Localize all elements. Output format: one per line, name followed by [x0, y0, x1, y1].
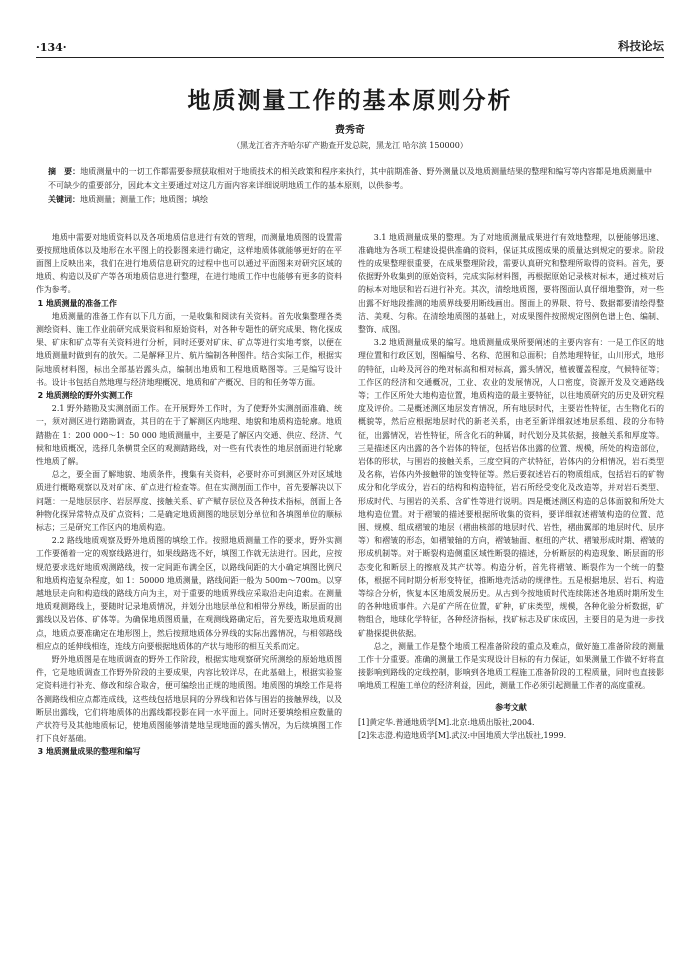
journal-name: 科技论坛	[618, 39, 664, 53]
section-heading-3: 3 地质测量成果的整理和编写	[37, 747, 141, 757]
paragraph: 2.1 野外踏勘及实测剖面工作。在开展野外工作时，为了使野外实测剖面准确、统一，须对测区进行踏勘调查，其目的在于了解测区内地理、地貌和地质构造轮廓。地质踏勘在 1：200 000～1：50 000 地质测量中，主要是了解区内交通、供应、经济、气候和地质概况，选择几条横贯全区的观测踏路线，对一些有代表性的地层剖面进行轮廓性地质了解。	[36, 404, 342, 466]
paragraph: 3.1 地质测量成果的整理。为了对地质测量成果进行有效地整理，以便能够迅速、准确地为各项工程建设提供准确的资料，保证其成图成果的质量达到规定的要求。阶段性的成果整理很重要，在成果整理阶段，需要认真研究和整理所取得的资料。首先，要依据野外收集到的原始资料，完成实际材料图，再根据原始记录核对标本，通过核对后的标本对地层和岩石进行补充。其次，清绘地质图，要将图面认真仔细地整饰，对一些出露不好地段推测的地质界线要用断线画出。图面上的界限、符号、数据都要清绘得整洁、美观、匀称。在清绘地质图的基础上，对成果图件按照规定图例色谱上色、编制、整饰、成图。	[358, 232, 664, 334]
section-heading-1: 1 地质测量的准备工作	[37, 298, 117, 308]
paragraph: 地质测量的准备工作有以下几方面，一是收集和阅读有关资料。首先收集整理各类测绘资料、施工作业前研究成果资料和原始资料，对各种专题性的研究成果、物化探成果、矿床和矿点等有关资料进行分析，同时还要对矿床、矿点等进行实地考察，以便在地质测量时做到有的放矢。二是解释卫片、航片编制各种图件。结合实际工作，根据实际地质材料图，标出全部基岩露头点，编制出地质和工程地质略图等。三是编写设计书。设计书包括自然地理与经济地理概况、地质和矿产概况、目的和任务等方面。	[36, 311, 342, 387]
paragraph: 总之，要全面了解地貌、地质条件，搜集有关资料，必要时亦可到测区外对区域地质进行概略观察以及对矿床、矿点进行检查等。但在实测剖面工作中，首先要解决以下问题：一是地层层序、岩层厚度、接触关系、矿产赋存层位及各种技术指标，剖面上各种物化探异常特点及矿点资料；二是确定地质测图的地层划分单位和各填图单位的顺标标志；三是研究工作区内的地质构造。	[36, 470, 342, 532]
reference-item: [2]朱志澄.构造地质学[M].武汉:中国地质大学出版社,1999.	[358, 731, 567, 741]
references-title: 参考文献	[495, 702, 527, 712]
section-heading-2: 2 地质测绘的野外实测工作	[37, 390, 133, 400]
author-affiliation: （黑龙江省齐齐哈尔矿产勘查开发总院，黑龙江 哈尔滨 150000）	[232, 141, 468, 150]
keywords-label: 关键词：	[48, 195, 80, 204]
paragraph: 2.2 路线地质观察及野外地质图的填绘工作。按照地质测量工作的要求，野外实测工作要循着一定的观察线路进行，如果线路选不好，填图工作就无法进行。因此，应按规范要求选好地质观测路线，按一定间距布满全区，以路线间距的大小确定填图比例尺和地质构造复杂程度，如 1：50000 地质测量，路线间距一般为 500m～700m。以穿越地层走向和构造线的路线方向为主，对于重要的地质界线应采取沿走向追索。在测量地质观测路线上，要随时记录地质情况，并划分出地层单位和相带分界线，断层面的出露线以及岩体、矿体等。为确保地质图质量，在观测线路确定后，首先要选取地质观测点，地质点要准确定在地形图上，然后按照地质体分界线的实际出露情况，与相邻路线相应点的延伸线相连，连线方向要根据地质体的产状与地形的相互关系而定。	[36, 536, 342, 651]
conclusion-paragraph: 总之，测量工作是整个地质工程准备阶段的重点及难点，做好施工准备阶段的测量工作十分重要。准确的测量工作是实现设计目标的有力保证，如果测量工作做不好将直接影响到路线的定线控制，影响到各地质工程施工准备阶段的工程质量，同时也直接影响地质工程施工单位的经济利益，因此，测量工作必须引起测量工作者的高度重视。	[358, 641, 664, 691]
page-number: ·134·	[36, 41, 67, 54]
intro-paragraph: 地质中需要对地质资料以及各项地质信息进行有效的管理，而测量地质图的设置需要按照地质体以及地形在水平图上的投影图来进行确定，这样地质体就能够更好的在平面图上反映出来，我们在进行地质信息研究的过程中也可以通过平面图来对研究区域的地质、构造以及矿产等各项地质信息进行整理，在进行地质工作中也能够有更多的资料作为参考。	[36, 232, 342, 295]
abstract	[48, 165, 652, 192]
article-author: 费秀奇	[335, 125, 365, 136]
article-title: 地质测量工作的基本原则分析	[187, 88, 513, 114]
reference-item: [1]黄定华.普通地质学[M].北京:地质出版社,2004.	[358, 717, 535, 727]
body-columns	[36, 231, 664, 759]
left-column	[36, 231, 342, 759]
running-head	[36, 38, 664, 58]
keywords-text: 地质测量；测量工作；地质图；填绘	[80, 195, 208, 204]
abstract-label: 摘 要：	[48, 167, 81, 176]
abstract-text: 地质测量中的一切工作都需要参照获取相对于地质技术的相关政策和程序来执行，其中前期准备、野外测量以及地质测量结果的整理和编写等内容都是地质测量中不可缺少的重要部分，因此本文主要通过对这几方面内容来详细说明地质工作的基本原则，以供参考。	[48, 167, 652, 190]
paragraph: 3.2 地质测量成果的编写。地质测量成果所要阐述的主要内容有：一是工作区的地理位置和行政区划，图幅编号、名称、范围和总面积；自然地理特征，山川形式，地形的特征，山岭及河谷的绝对标高和相对标高，露头情况，植被覆盖程度，气候特征等；工作区的经济和交通概况，工业、农业的发展情况，人口密度，资源开发及交通路线等；工作区所处大地构造位置，地质构造的最主要特征，以往地质研究的历史及研究程度及评价。二是概述测区地层发育情况，所有地层时代，主要岩性特征，古生物化石的概貌等，然后应根据地层时代的新老关系，由老至新详细叙述地层系组、段的分布特征，出露情况，岩性特征，所含化石的种属，时代划分及其依据，接触关系和厚度等。三是描述区内出露的各个岩体的特征，包括岩体出露的位置、规模，所处的构造部位，岩体的形状，与围岩的接触关系，三度空间的产状特征，岩体内的分相情况，岩石类型及名称，岩体内外接触带的蚀变特征等。然后要叙述岩石的物质组成，包括岩石的矿物成分和化学成分，岩石的结构和构造特征，岩石所经受变化及改造等，并对岩石类型、形成时代、与围岩的关系、含矿性等进行说明。四是概述测区构造的总体面貌和所处大地构造位置。对于褶皱的描述要根据所收集的资料，要详细叙述褶皱构造的位置、范围、规模、组成褶皱的地层（褶曲核部的地层时代、岩性，褶曲翼部的地层时代、层序等）和褶皱的形态，如褶皱轴的方向，褶皱轴面、枢纽的产状、褶皱形成时期、褶皱的形成机制等。对于断裂构造侧重区域性断裂的描述，分析断层的构造现象、断层面的形态变化和断层上的擦痕及其产状等。构造分析，首先将褶皱、断裂作为一个统一的整体，根据不同时期分析形变特征，推断地壳活动的规律性。五是根据地层、岩石、构造等综合分析，恢复本区地质发展历史。从古到今按地质时代连续陈述各地质时期所发生的各种地质事件。六是矿产所在位置，矿种，矿床类型，规模，各种化验分析数据，矿物组合，地球化学特征，各种经济指标，找矿标志及矿床成因，主要目的是为进一步找矿勘探提供依据。	[358, 338, 664, 638]
keywords	[48, 193, 652, 207]
right-column	[358, 231, 664, 759]
paragraph: 野外地质图是在地质调查的野外工作阶段，根据实地观察研究所测绘的原始地质图件，它是地质调查工作野外阶段的主要成果，内容比较详尽，在此基础上，根据实验鉴定资料进行补充、修改和综合取舍，便可编绘出正规的地质图。地质图的填绘工作是将各测路线相应点都连成线，这些线包括地层间的分界线和岩体与围岩的接触界线，以及断层出露线，它们将地质体的出露线都投影在同一水平面上。同时还要填绘相应数量的产状符号及其他地质标记，使地质图能够清楚地呈现地面的露头情况，为后续填图工作打下良好基础。	[36, 655, 342, 744]
